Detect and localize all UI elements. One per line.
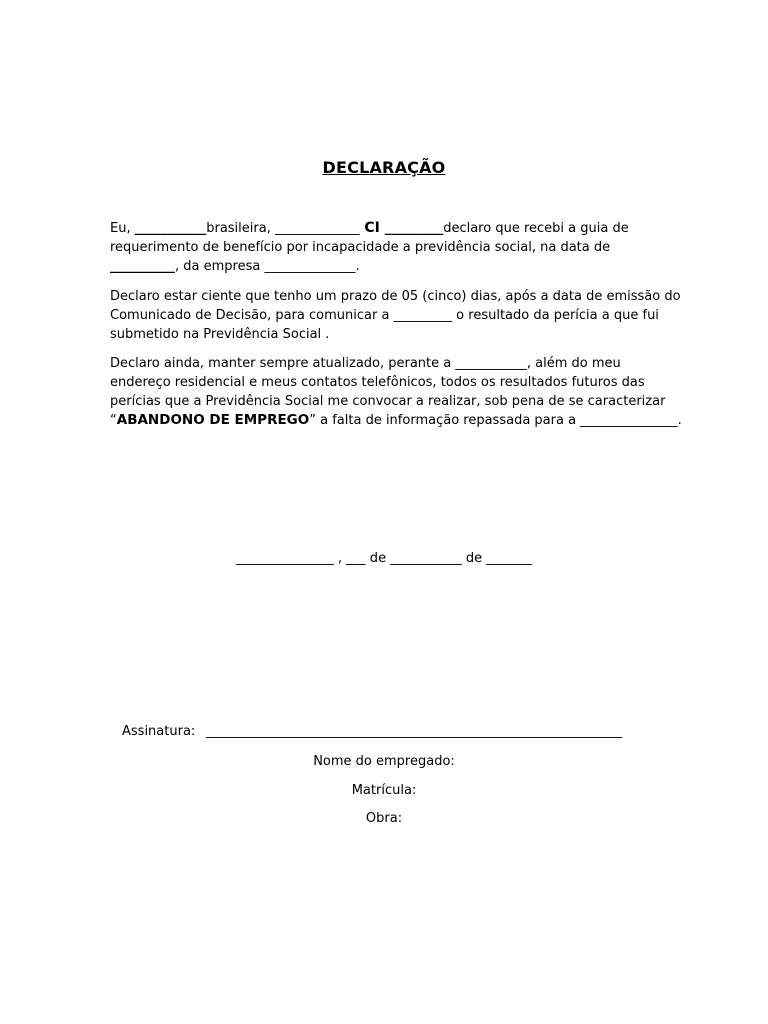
ci-label: CI [359,220,385,236]
paragraph-receipt-line-2: requerimento de benefício por incapacidade a previdência social, na data de [110,240,611,255]
site-label: Obra: [365,811,403,826]
date-blank: __________ [110,259,175,274]
text: brasileira, [206,221,275,236]
paragraph-commitment-line-2: endereço residencial e meus contatos telefônicos, todos os resultados futuros das [110,375,645,390]
text: declaro que recebi a guia de [443,221,629,236]
paragraph-receipt [110,219,658,276]
text: ” a falta de informação repassada para a _______________. [309,413,682,428]
name-blank: ___________ [134,221,207,236]
paragraph-commitment-line-3: perícias que a Previdência Social me convocar a realizar, sob pena de se caracterizar [110,394,666,409]
paragraph-commitment-line-1: Declaro ainda, manter sempre atualizado, perante a ___________, além do meu [110,356,621,371]
document-title: DECLARAÇÃO [322,158,446,177]
text: Eu, [110,221,135,236]
employee-name-label: Nome do empregado: [313,754,455,769]
paragraph-receipt-line-1 [110,219,658,238]
nationality-blank: _____________ [274,221,360,236]
paragraph-deadline-line-3: submetido na Previdência Social . [110,327,330,342]
paragraph-deadline [110,287,681,344]
signature-line: ________________________________________________________________ [206,724,622,739]
registration-label: Matrícula: [351,783,417,798]
paragraph-receipt-line-3 [110,257,658,276]
paragraph-deadline-line-1: Declaro estar ciente que tenho um prazo de 05 (cinco) dias, após a data de emissão do [110,289,681,304]
text: “ [110,413,117,428]
paragraph-commitment-line-4 [110,411,682,430]
abandono-emphasis: ABANDONO DE EMPREGO [116,412,310,428]
signature-label: Assinatura: [122,724,196,739]
place-date-line: _______________ , ___ de ___________ de _______ [236,551,532,566]
text: , da empresa ______________. [175,259,360,274]
paragraph-commitment [110,354,682,430]
paragraph-deadline-line-2: Comunicado de Decisão, para comunicar a _________ o resultado da perícia a que fui [110,308,659,323]
ci-blank: _________ [384,221,444,236]
signature-row [122,724,622,739]
